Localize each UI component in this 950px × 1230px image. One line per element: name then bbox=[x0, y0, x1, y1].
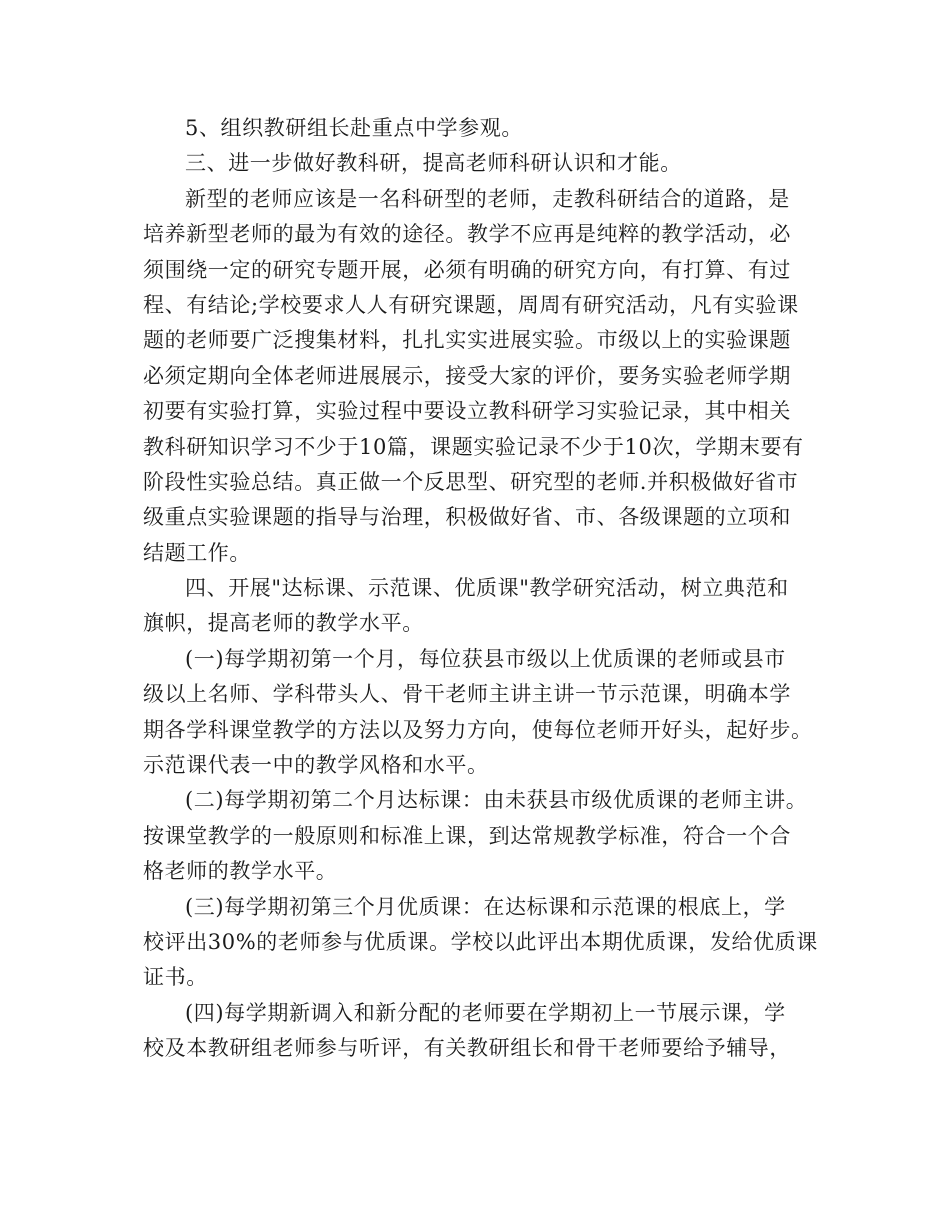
text-line: (一)每学期初第一个月，每位获县市级以上优质课的老师或县市 bbox=[185, 646, 786, 671]
text-line: (二)每学期初第二个月达标课：由未获县市级优质课的老师主讲。 bbox=[185, 788, 808, 813]
text-line: 阶段性实验总结。真正做一个反思型、研究型的老师.并积极做好省市 bbox=[143, 469, 799, 494]
text-line: 格老师的教学水平。 bbox=[143, 859, 338, 884]
text-line: 程、有结论;学校要求人人有研究课题，周周有研究活动，凡有实验课 bbox=[143, 292, 799, 317]
text-line: 校及本教研组老师参与听评，有关教研组长和骨干老师要给予辅导， bbox=[143, 1036, 791, 1061]
text-line: 按课堂教学的一般原则和标准上课，到达常规教学标准，符合一个合 bbox=[143, 823, 791, 848]
document-body bbox=[143, 111, 823, 1067]
text-line: 教科研知识学习不少于10篇，课题实验记录不少于10次，学期末要有 bbox=[143, 434, 804, 459]
text-line: 须围绕一定的研究专题开展，必须有明确的研究方向，有打算、有过 bbox=[143, 257, 791, 282]
text-line: 旗帜，提高老师的教学水平。 bbox=[143, 611, 424, 636]
text-line: 证书。 bbox=[143, 965, 208, 990]
text-line: (四)每学期新调入和新分配的老师要在学期初上一节展示课，学 bbox=[185, 1000, 786, 1025]
text-line: 必须定期向全体老师进展展示，接受大家的评价，要务实验老师学期 bbox=[143, 363, 791, 388]
text-line: 题的老师要广泛搜集材料，扎扎实实进展实验。市级以上的实验课题 bbox=[143, 328, 791, 353]
text-line: 示范课代表一中的教学风格和水平。 bbox=[143, 753, 489, 778]
text-line: 初要有实验打算，实验过程中要设立教科研学习实验记录，其中相关 bbox=[143, 399, 791, 424]
section-heading: 三、进一步做好教科研，提高老师科研认识和才能。 bbox=[185, 151, 682, 176]
text-line: (三)每学期初第三个月优质课：在达标课和示范课的根底上，学 bbox=[185, 894, 786, 919]
text-line: 级以上名师、学科带头人、骨干老师主讲主讲一节示范课，明确本学 bbox=[143, 682, 791, 707]
text-line: 新型的老师应该是一名科研型的老师，走教科研结合的道路，是 bbox=[185, 186, 790, 211]
text-line: 校评出30%的老师参与优质课。学校以此评出本期优质课，发给优质课 bbox=[143, 929, 818, 954]
text-line: 5、组织教研组长赴重点中学参观。 bbox=[185, 116, 523, 140]
section-heading: 四、开展"达标课、示范课、优质课"教学研究活动，树立典范和 bbox=[185, 576, 789, 601]
text-line: 级重点实验课题的指导与治理，积极做好省、市、各级课题的立项和 bbox=[143, 505, 791, 530]
text-line: 培养新型老师的最为有效的途径。教学不应再是纯粹的教学活动，必 bbox=[143, 222, 791, 247]
text-line: 结题工作。 bbox=[143, 540, 251, 565]
text-line: 期各学科课堂教学的方法以及努力方向，使每位老师开好头，起好步。 bbox=[143, 717, 813, 742]
